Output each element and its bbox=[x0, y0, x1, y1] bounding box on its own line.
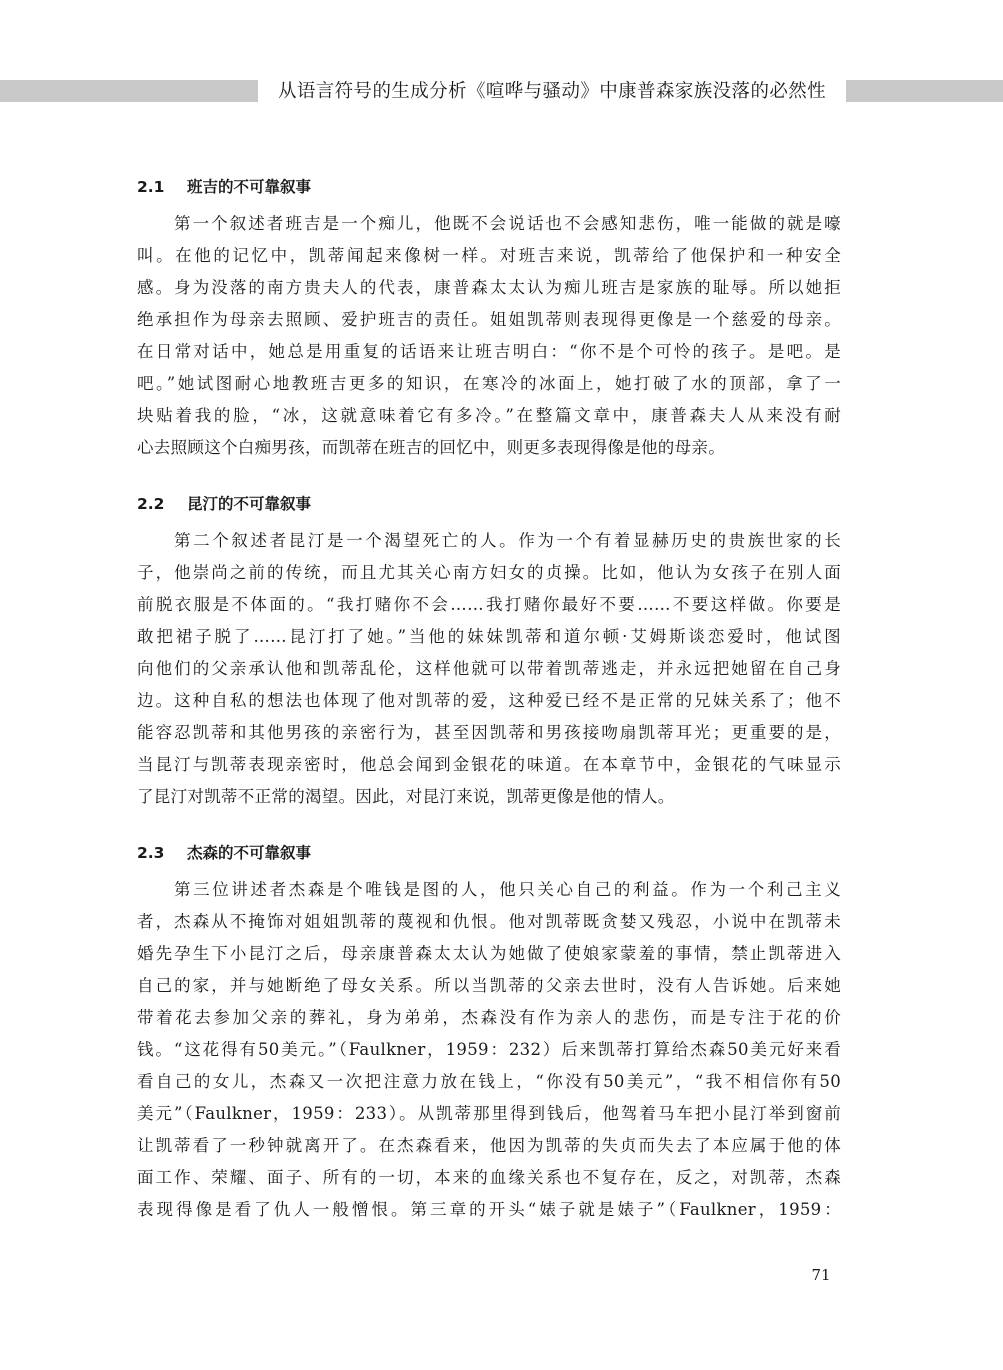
section-title: 昆汀的不可靠叙事 bbox=[187, 495, 312, 513]
header-title: 从语言符号的生成分析《喧哗与骚动》中康普森家族没落的必然性 bbox=[277, 81, 827, 102]
section-heading bbox=[137, 840, 841, 866]
text-line: 面工作、荣耀、面子、所有的一切，本来的血缘关系也不复存在，反之，对凯蒂，杰森 bbox=[137, 1168, 841, 1187]
paragraph bbox=[137, 525, 841, 813]
text-line: 边。这种自私的想法也体现了他对凯蒂的爱，这种爱已经不是正常的兄妹关系了；他不 bbox=[137, 691, 841, 710]
text-line: 第二个叙述者昆汀是一个渴望死亡的人。作为一个有着显赫历史的贵族世家的长 bbox=[174, 531, 841, 550]
text-line: 看自己的女儿，杰森又一次把注意力放在钱上，“你没有50美元”，“我不相信你有50 bbox=[137, 1072, 841, 1091]
text-line: 表现得像是看了仇人一般憎恨。第三章的开头“婊子就是婊子”（Faulkner，1959： bbox=[137, 1200, 841, 1219]
section-heading bbox=[137, 491, 841, 517]
text-line: 了昆汀对凯蒂不正常的渴望。因此，对昆汀来说，凯蒂更像是他的情人。 bbox=[137, 787, 675, 806]
text-line: 者，杰森从不掩饰对姐姐凯蒂的蔑视和仇恨。他对凯蒂既贪婪又残忍，小说中在凯蒂未 bbox=[137, 912, 841, 931]
text-line: 婚先孕生下小昆汀之后，母亲康普森太太认为她做了使娘家蒙羞的事情，禁止凯蒂进入 bbox=[137, 944, 841, 963]
section-number: 2.1 bbox=[137, 178, 165, 196]
section-title: 班吉的不可靠叙事 bbox=[187, 178, 312, 196]
section-heading bbox=[137, 174, 841, 200]
section-3 bbox=[137, 840, 841, 1226]
text-line: 向他们的父亲承认他和凯蒂乱伦，这样他就可以带着凯蒂逃走，并永远把她留在自己身 bbox=[137, 659, 841, 678]
section-1 bbox=[137, 174, 841, 464]
page-body bbox=[137, 174, 841, 1253]
text-line: 在日常对话中，她总是用重复的话语来让班吉明白：“你不是个可怜的孩子。是吧。是 bbox=[137, 342, 841, 361]
text-line: 钱。“这花得有50美元。”（Faulkner，1959：232）后来凯蒂打算给杰森50美元好来看 bbox=[137, 1040, 841, 1059]
text-line: 当昆汀与凯蒂表现亲密时，他总会闻到金银花的味道。在本章节中，金银花的气味显示 bbox=[137, 755, 841, 774]
page-number: 71 bbox=[811, 1266, 831, 1284]
text-line: 心去照顾这个白痴男孩，而凯蒂在班吉的回忆中，则更多表现得像是他的母亲。 bbox=[137, 438, 725, 457]
text-line: 第三位讲述者杰森是个唯钱是图的人，他只关心自己的利益。作为一个利己主义 bbox=[174, 880, 841, 899]
text-line: 前脱衣服是不体面的。“我打赌你不会……我打赌你最好不要……不要这样做。你要是 bbox=[137, 595, 841, 614]
text-line: 子，他崇尚之前的传统，而且尤其关心南方妇女的贞操。比如，他认为女孩子在别人面 bbox=[137, 563, 841, 582]
section-number: 2.3 bbox=[137, 844, 165, 862]
section-2 bbox=[137, 491, 841, 813]
text-line: 敢把裙子脱了……昆汀打了她。”当他的妹妹凯蒂和道尔顿·艾姆斯谈恋爱时，他试图 bbox=[137, 627, 841, 646]
text-line: 感。身为没落的南方贵夫人的代表，康普森太太认为痴儿班吉是家族的耻辱。所以她拒 bbox=[137, 278, 841, 297]
text-line: 能容忍凯蒂和其他男孩的亲密行为，甚至因凯蒂和男孩接吻扇凯蒂耳光；更重要的是， bbox=[137, 723, 841, 742]
paragraph bbox=[137, 208, 841, 464]
header-bar-left bbox=[0, 80, 258, 102]
text-line: 第一个叙述者班吉是一个痴儿，他既不会说话也不会感知悲伤，唯一能做的就是嚎 bbox=[174, 214, 841, 233]
text-line: 叫。在他的记忆中，凯蒂闻起来像树一样。对班吉来说，凯蒂给了他保护和一种安全 bbox=[137, 246, 841, 265]
text-line: 带着花去参加父亲的葬礼，身为弟弟，杰森没有作为亲人的悲伤，而是专注于花的价 bbox=[137, 1008, 841, 1027]
section-title: 杰森的不可靠叙事 bbox=[187, 844, 312, 862]
text-line: 绝承担作为母亲去照顾、爱护班吉的责任。姐姐凯蒂则表现得更像是一个慈爱的母亲。 bbox=[137, 310, 841, 329]
text-line: 自己的家，并与她断绝了母女关系。所以当凯蒂的父亲去世时，没有人告诉她。后来她 bbox=[137, 976, 841, 995]
paragraph bbox=[137, 874, 841, 1226]
header-bar-right bbox=[846, 80, 1003, 102]
text-line: 美元”（Faulkner，1959：233）。从凯蒂那里得到钱后，他驾着马车把小昆汀举到窗前 bbox=[137, 1104, 841, 1123]
section-number: 2.2 bbox=[137, 495, 165, 513]
text-line: 让凯蒂看了一秒钟就离开了。在杰森看来，他因为凯蒂的失贞而失去了本应属于他的体 bbox=[137, 1136, 841, 1155]
running-header bbox=[0, 80, 1003, 102]
text-line: 吧。”她试图耐心地教班吉更多的知识，在寒冷的冰面上，她打破了水的顶部，拿了一 bbox=[137, 374, 841, 393]
text-line: 块贴着我的脸，“冰，这就意味着它有多冷。”在整篇文章中，康普森夫人从来没有耐 bbox=[137, 406, 841, 425]
